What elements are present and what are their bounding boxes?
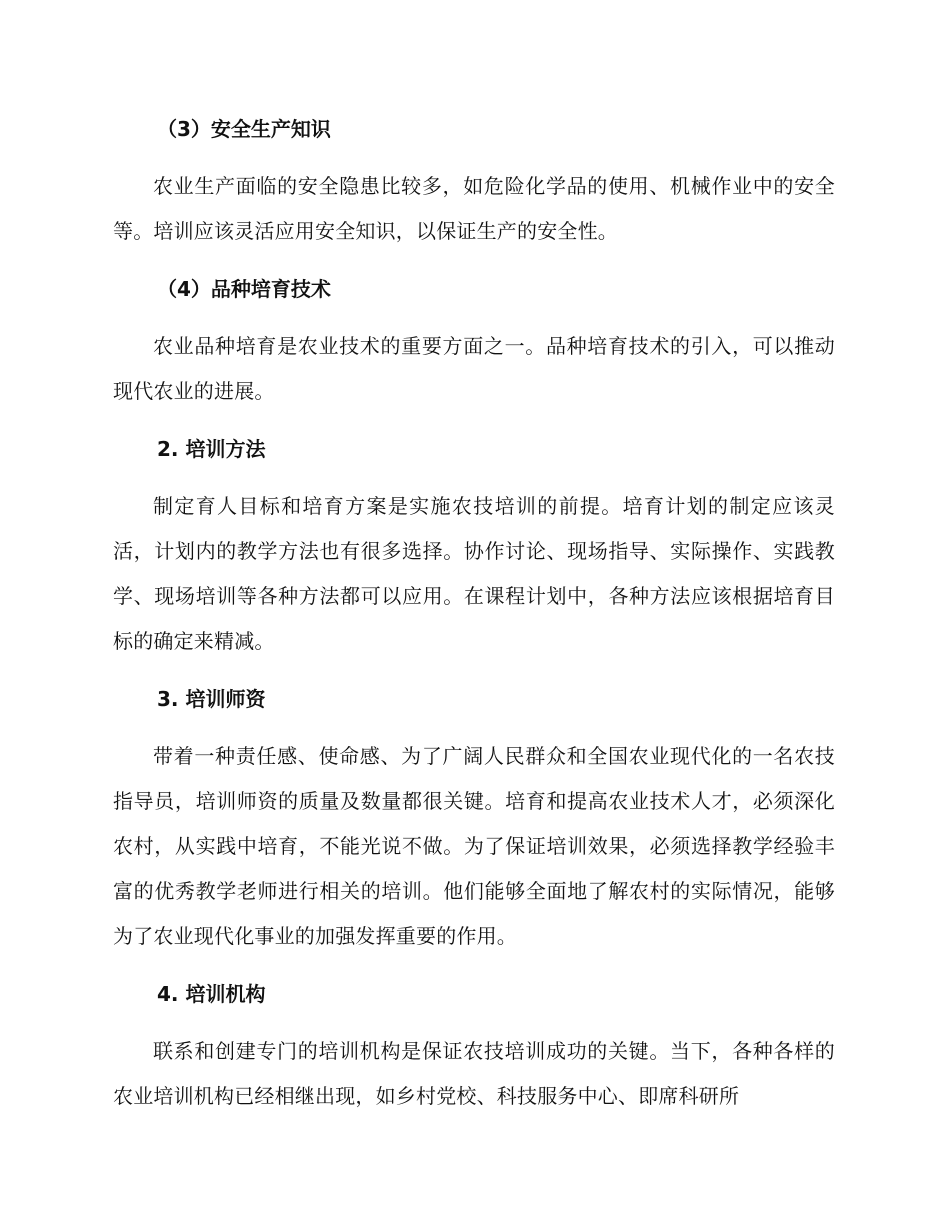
- section-heading-training-institutions: 4. 培训机构: [157, 982, 266, 1006]
- paragraph-training-methods: 制定育人目标和培育方案是实施农技培训的前提。培育计划的制定应该灵活，计划内的教学方法也有很多选择。协作讨论、现场指导、实际操作、实践教学、现场培训等各种方法都可以应用。在课程计划中，各种方法应该根据培育目标的确定来精减。: [113, 494, 835, 653]
- section-heading-breeding-technology: （4）品种培育技术: [157, 277, 331, 301]
- paragraph-breeding-technology: 农业品种培育是农业技术的重要方面之一。品种培育技术的引入，可以推动现代农业的进展。: [113, 334, 835, 403]
- paragraph-training-teachers: 带着一种责任感、使命感、为了广阔人民群众和全国农业现代化的一名农技指导员，培训师资的质量及数量都很关键。培育和提高农业技术人才，必须深化农村，从实践中培育，不能光说不做。为了保证培训效果，必须选择教学经验丰富的优秀教学老师进行相关的培训。他们能够全面地了解农村的实际情况，能够为了农业现代化事业的加强发挥重要的作用。: [113, 744, 835, 948]
- paragraph-safety-knowledge: 农业生产面临的安全隐患比较多，如危险化学品的使用、机械作业中的安全等。培训应该灵活应用安全知识，以保证生产的安全性。: [113, 174, 835, 243]
- section-heading-training-methods: 2. 培训方法: [157, 437, 266, 461]
- paragraph-training-institutions: 联系和创建专门的培训机构是保证农技培训成功的关键。当下，各种各样的农业培训机构已经相继出现，如乡村党校、科技服务中心、即席科研所: [113, 1039, 835, 1108]
- section-heading-safety-knowledge: （3）安全生产知识: [157, 117, 331, 141]
- section-heading-training-teachers: 3. 培训师资: [157, 687, 266, 711]
